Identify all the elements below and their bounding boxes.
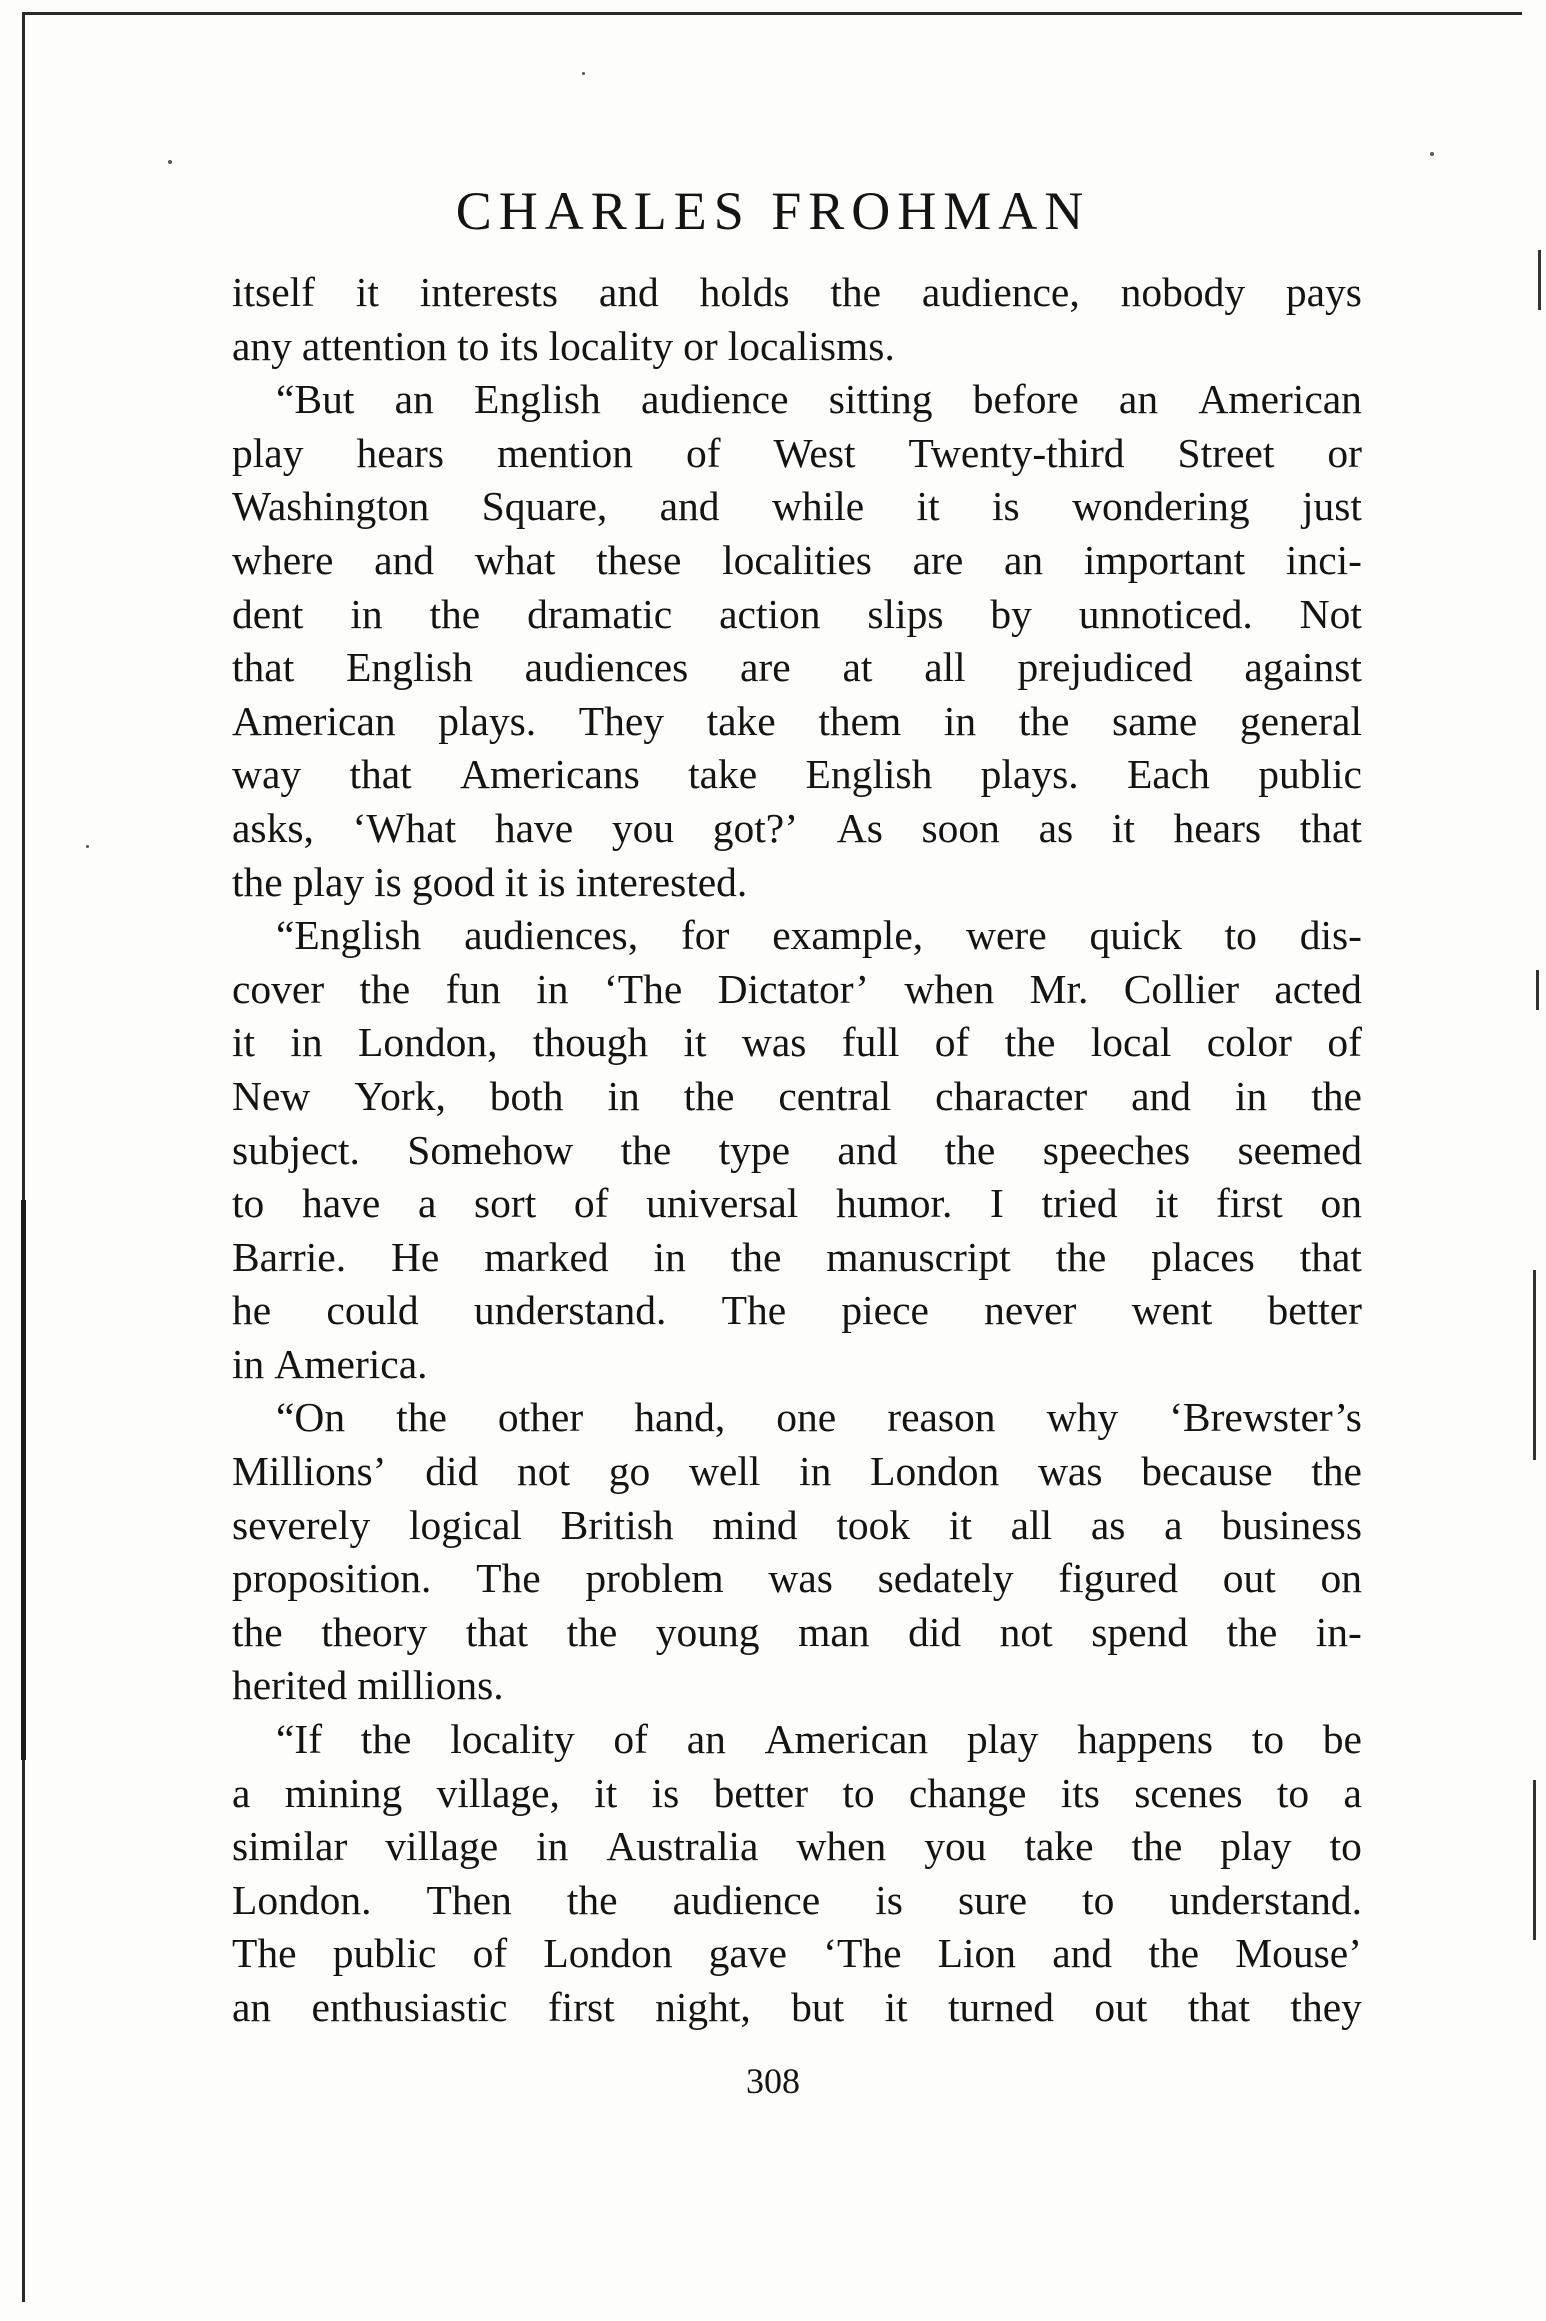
text-line: itself it interests and holds the audience, nobody pays (232, 269, 1362, 315)
text-line: it in London, though it was full of the local color of (232, 1019, 1362, 1066)
text-line: where and what these localities are an important inci- (232, 536, 1362, 583)
text-line: “If the locality of an American play happens to be (276, 1716, 1362, 1763)
text-line: “But an English audience sitting before an American (276, 376, 1362, 423)
text-line: way that Americans take English plays. Each public (232, 751, 1362, 798)
page-number: 308 (746, 2061, 800, 2101)
text-line: similar village in Australia when you take the play to (232, 1823, 1362, 1870)
text-line: subject. Somehow the type and the speeches seemed (232, 1126, 1362, 1173)
page-edge-shadow (21, 1200, 26, 1760)
text-line: that English audiences are at all prejudiced against (232, 644, 1362, 691)
text-line: the play is good it is interested. (232, 858, 748, 905)
page-edge-left (22, 12, 25, 2302)
margin-mark (1538, 250, 1541, 310)
margin-mark (1536, 970, 1539, 1010)
text-line: a mining village, it is better to change its scenes to a (232, 1769, 1362, 1816)
text-line: Washington Square, and while it is wondering just (232, 483, 1362, 530)
text-line: to have a sort of universal humor. I tried it first on (232, 1180, 1362, 1227)
text-line: The public of London gave ‘The Lion and the Mouse’ (232, 1930, 1362, 1977)
text-line: he could understand. The piece never went better (232, 1287, 1362, 1334)
text-line: proposition. The problem was sedately figured out on (232, 1555, 1362, 1602)
text-line: any attention to its locality or localisms. (232, 322, 895, 369)
body-text (232, 266, 1362, 2035)
scan-speck (1430, 152, 1434, 156)
margin-mark (1533, 1780, 1536, 1940)
text-line: dent in the dramatic action slips by unnoticed. Not (232, 590, 1362, 637)
scan-speck (168, 160, 172, 164)
margin-mark (1533, 1270, 1536, 1460)
text-line: American plays. They take them in the same general (232, 697, 1362, 744)
scan-speck (582, 72, 585, 75)
text-line: “On the other hand, one reason why ‘Brewster’s (276, 1394, 1362, 1441)
text-line: cover the fun in ‘The Dictator’ when Mr. Collier acted (232, 965, 1362, 1012)
text-line: New York, both in the central character and in the (232, 1072, 1362, 1119)
text-line: the theory that the young man did not spend the in- (232, 1608, 1362, 1655)
text-line: London. Then the audience is sure to understand. (232, 1876, 1362, 1923)
text-line: Barrie. He marked in the manuscript the places that (232, 1233, 1362, 1280)
text-line: herited millions. (232, 1662, 504, 1709)
scan-speck (86, 845, 89, 848)
text-line: Millions’ did not go well in London was because the (232, 1448, 1362, 1495)
text-line: “English audiences, for example, were quick to dis- (276, 912, 1362, 959)
text-line: an enthusiastic first night, but it turned out that they (232, 1984, 1362, 2030)
text-line: asks, ‘What have you got?’ As soon as it hears that (232, 804, 1362, 851)
text-line: play hears mention of West Twenty-third Street or (232, 429, 1362, 476)
page-edge-top (22, 12, 1522, 15)
running-head: CHARLES FROHMAN (455, 181, 1091, 241)
text-line: severely logical British mind took it all as a business (232, 1501, 1362, 1548)
text-line: in America. (232, 1340, 428, 1387)
